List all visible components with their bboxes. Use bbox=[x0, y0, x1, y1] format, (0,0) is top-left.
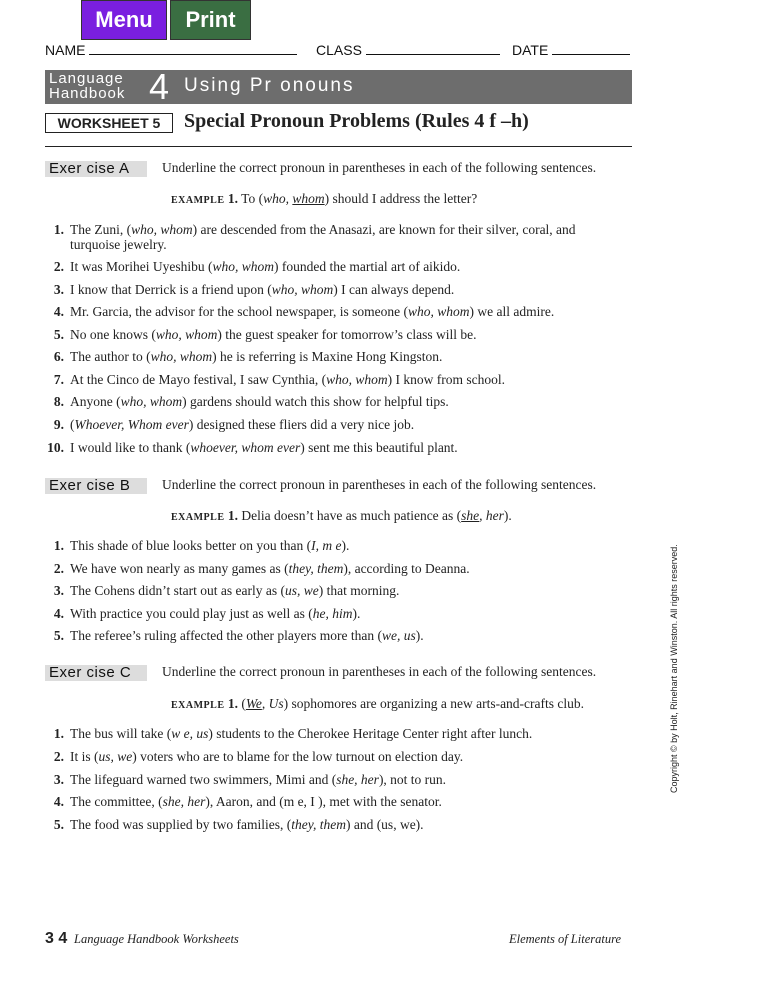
item-options: who, whom bbox=[271, 282, 334, 297]
example-text-before: Delia doesn’t have as much patience as ( bbox=[241, 508, 462, 523]
item-options: they, them bbox=[288, 561, 344, 576]
example-text-after: ). bbox=[503, 508, 512, 523]
item-text bbox=[70, 628, 634, 643]
item-number: 1. bbox=[53, 538, 64, 553]
item-text-before: Anyone ( bbox=[70, 394, 121, 409]
item-text-after: ), not to run. bbox=[378, 772, 447, 787]
item-options: who, whom bbox=[150, 349, 213, 364]
item-number: 4. bbox=[53, 606, 64, 621]
item-text-after: ) designed these fliers did a very nice job. bbox=[188, 417, 415, 432]
item-text-after: ) we all admire. bbox=[469, 304, 555, 319]
name-field[interactable] bbox=[45, 42, 297, 58]
class-field[interactable] bbox=[316, 42, 500, 58]
item-text bbox=[70, 349, 634, 364]
item-text bbox=[70, 282, 634, 297]
item-text-after: ). bbox=[341, 538, 350, 553]
item-number: 10. bbox=[47, 440, 64, 455]
item-number: 5. bbox=[53, 817, 64, 832]
date-line bbox=[552, 42, 630, 55]
item-text-before: The bus will take ( bbox=[70, 726, 172, 741]
item-options: who, whom bbox=[131, 222, 193, 237]
header-divider bbox=[45, 146, 632, 147]
example-number: 1. bbox=[227, 696, 238, 711]
exercise-c-example bbox=[171, 696, 584, 712]
item-text bbox=[70, 372, 634, 387]
item-text bbox=[70, 794, 634, 809]
item-text-before: The Cohens didn’t start out as early as ( bbox=[70, 583, 285, 598]
item-text bbox=[70, 561, 634, 576]
exercise-a-instruction: Underline the correct pronoun in parentheses in each of the following sentences. bbox=[162, 160, 597, 175]
item-number: 6. bbox=[53, 349, 64, 364]
item-text-before: It is ( bbox=[70, 749, 99, 764]
worksheet-title: Special Pronoun Problems (Rules 4 f –h) bbox=[184, 110, 529, 132]
item-number: 3. bbox=[53, 282, 64, 297]
item-options: who, whom bbox=[326, 372, 388, 387]
item-text bbox=[70, 222, 634, 252]
footer-left: Language Handbook Worksheets bbox=[74, 932, 239, 946]
item-options: whoever, whom ever bbox=[190, 440, 301, 455]
item-number: 5. bbox=[53, 628, 64, 643]
item-text-after: ). bbox=[352, 606, 361, 621]
item-options: who, whom bbox=[120, 394, 183, 409]
item-options: who, whom bbox=[408, 304, 470, 319]
item-text-after: ), Aaron, and (m e, I ), met with the senator. bbox=[205, 794, 442, 809]
item-text-before: No one knows ( bbox=[70, 327, 156, 342]
item-options: us, we bbox=[98, 749, 133, 764]
item-text-after: ) I can always depend. bbox=[333, 282, 455, 297]
exercise-a-example bbox=[171, 191, 477, 207]
item-text-after: ) are descended from the Anasazi, are known for their silver, coral, and bbox=[192, 222, 576, 237]
item-text bbox=[70, 817, 634, 832]
item-number: 1. bbox=[53, 726, 64, 741]
exercise-b-label: Exer cise B bbox=[45, 478, 147, 494]
item-text-after: ), according to Deanna. bbox=[343, 561, 470, 576]
exercise-b-instruction: Underline the correct pronoun in parentheses in each of the following sentences. bbox=[162, 477, 597, 492]
item-text-before: This shade of blue looks better on you than ( bbox=[70, 538, 312, 553]
banner-line2: Handbook bbox=[49, 85, 126, 102]
example-number: 1. bbox=[227, 508, 238, 523]
item-number: 8. bbox=[53, 394, 64, 409]
print-button[interactable]: Print bbox=[170, 0, 251, 40]
item-options: she, her bbox=[336, 772, 379, 787]
chapter-banner bbox=[45, 66, 632, 107]
example-key: EXAMPLE bbox=[171, 512, 225, 523]
chapter-number: 4 bbox=[149, 66, 170, 107]
item-options: I, m e bbox=[311, 538, 342, 553]
item-text-after: ) and (us, we). bbox=[345, 817, 424, 832]
item-options: she, her bbox=[162, 794, 206, 809]
item-options: Whoever, Whom ever bbox=[74, 417, 189, 432]
class-line bbox=[366, 42, 500, 55]
item-text bbox=[70, 327, 634, 342]
date-label: DATE bbox=[512, 42, 549, 58]
class-label: CLASS bbox=[316, 42, 362, 58]
example-text-before: To ( bbox=[241, 191, 264, 206]
item-text bbox=[70, 772, 634, 787]
item-text-before: Mr. Garcia, the advisor for the school newspaper, is someone ( bbox=[70, 304, 408, 319]
item-text-before: The Zuni, ( bbox=[70, 222, 132, 237]
item-text-before: We have won nearly as many games as ( bbox=[70, 561, 289, 576]
item-text-before: It was Morihei Uyeshibu ( bbox=[70, 259, 213, 274]
example-answer: she bbox=[461, 508, 480, 523]
item-number: 7. bbox=[53, 372, 64, 387]
item-text-before: The author to ( bbox=[70, 349, 151, 364]
date-field[interactable] bbox=[512, 42, 630, 58]
item-text bbox=[70, 749, 634, 764]
item-number: 5. bbox=[53, 327, 64, 342]
item-number: 2. bbox=[53, 749, 64, 764]
name-label: NAME bbox=[45, 42, 86, 58]
exercise-b-example bbox=[171, 508, 512, 524]
item-text-after: ). bbox=[415, 628, 424, 643]
menu-button[interactable]: Menu bbox=[81, 0, 167, 40]
item-text-before: The committee, ( bbox=[70, 794, 163, 809]
item-options: they, them bbox=[291, 817, 346, 832]
item-options: we, us bbox=[381, 628, 416, 643]
item-number: 4. bbox=[53, 794, 64, 809]
item-text-after: ) gardens should watch this show for helpful tips. bbox=[182, 394, 449, 409]
example-number: 1. bbox=[227, 191, 238, 206]
footer-right: Elements of Literature bbox=[509, 932, 622, 946]
item-number: 2. bbox=[53, 561, 64, 576]
item-text-before: ( bbox=[70, 417, 75, 432]
item-text-after: ) that morning. bbox=[318, 583, 400, 598]
item-options: he, him bbox=[312, 606, 353, 621]
item-text-before: The referee’s ruling affected the other players more than ( bbox=[70, 628, 382, 643]
example-text-after: ) should I address the letter? bbox=[324, 191, 478, 206]
chapter-title: Using Pr onouns bbox=[184, 75, 355, 96]
worksheet-label: WORKSHEET 5 bbox=[45, 113, 173, 133]
item-options: us, we bbox=[284, 583, 319, 598]
example-text-after: ) sophomores are organizing a new arts-and-crafts club. bbox=[283, 696, 585, 711]
item-text bbox=[70, 440, 634, 455]
item-text bbox=[70, 583, 634, 598]
item-text-before: I know that Derrick is a friend upon ( bbox=[70, 282, 272, 297]
example-key: EXAMPLE bbox=[171, 700, 225, 711]
item-text-after: ) he is referring is Maxine Hong Kingston. bbox=[212, 349, 443, 364]
item-text-before: The food was supplied by two families, ( bbox=[70, 817, 292, 832]
item-text-continued: turquoise jewelry. bbox=[70, 237, 167, 252]
example-option: who, bbox=[263, 191, 293, 206]
item-text-before: I would like to thank ( bbox=[70, 440, 191, 455]
item-text-after: ) voters who are to blame for the low turnout on election day. bbox=[132, 749, 464, 764]
example-option: , her bbox=[479, 508, 504, 523]
item-text-after: ) the guest speaker for tomorrow’s class will be. bbox=[217, 327, 477, 342]
item-options: who, whom bbox=[212, 259, 274, 274]
item-text bbox=[70, 417, 634, 432]
item-text-after: ) I know from school. bbox=[387, 372, 505, 387]
item-number: 4. bbox=[53, 304, 64, 319]
item-text-after: ) founded the martial art of aikido. bbox=[274, 259, 461, 274]
banner-line1: Language bbox=[49, 70, 124, 87]
example-answer: whom bbox=[292, 191, 325, 206]
item-text-before: The lifeguard warned two swimmers, Mimi and ( bbox=[70, 772, 337, 787]
exercise-a-label: Exer cise A bbox=[45, 161, 147, 177]
item-text-before: At the Cinco de Mayo festival, I saw Cynthia, ( bbox=[70, 372, 327, 387]
item-text-after: ) students to the Cherokee Heritage Center right after lunch. bbox=[208, 726, 533, 741]
example-answer: We bbox=[245, 696, 262, 711]
item-number: 2. bbox=[53, 259, 64, 274]
item-text bbox=[70, 726, 634, 741]
item-text-before: With practice you could play just as well as ( bbox=[70, 606, 313, 621]
item-text bbox=[70, 304, 634, 319]
item-number: 3. bbox=[53, 583, 64, 598]
example-option: , Us bbox=[261, 696, 284, 711]
item-number: 3. bbox=[53, 772, 64, 787]
item-number: 9. bbox=[53, 417, 64, 432]
item-text-after: ) sent me this beautiful plant. bbox=[300, 440, 458, 455]
example-text-before: ( bbox=[241, 696, 246, 711]
item-text bbox=[70, 259, 634, 274]
example-key: EXAMPLE bbox=[171, 195, 225, 206]
exercise-c-label: Exer cise C bbox=[45, 665, 147, 681]
item-number: 1. bbox=[53, 222, 64, 237]
item-text bbox=[70, 394, 634, 409]
page-number: 3 4 bbox=[45, 930, 68, 947]
exercise-c-instruction: Underline the correct pronoun in parentheses in each of the following sentences. bbox=[162, 664, 597, 679]
name-line bbox=[89, 42, 297, 55]
banner-handbook bbox=[49, 71, 125, 101]
item-text bbox=[70, 606, 634, 621]
copyright-notice: Copyright © by Holt, Rinehart and Winston. All rights reserved. bbox=[669, 544, 679, 793]
item-options: w e, us bbox=[171, 726, 209, 741]
item-text bbox=[70, 538, 634, 553]
item-options: who, whom bbox=[155, 327, 218, 342]
